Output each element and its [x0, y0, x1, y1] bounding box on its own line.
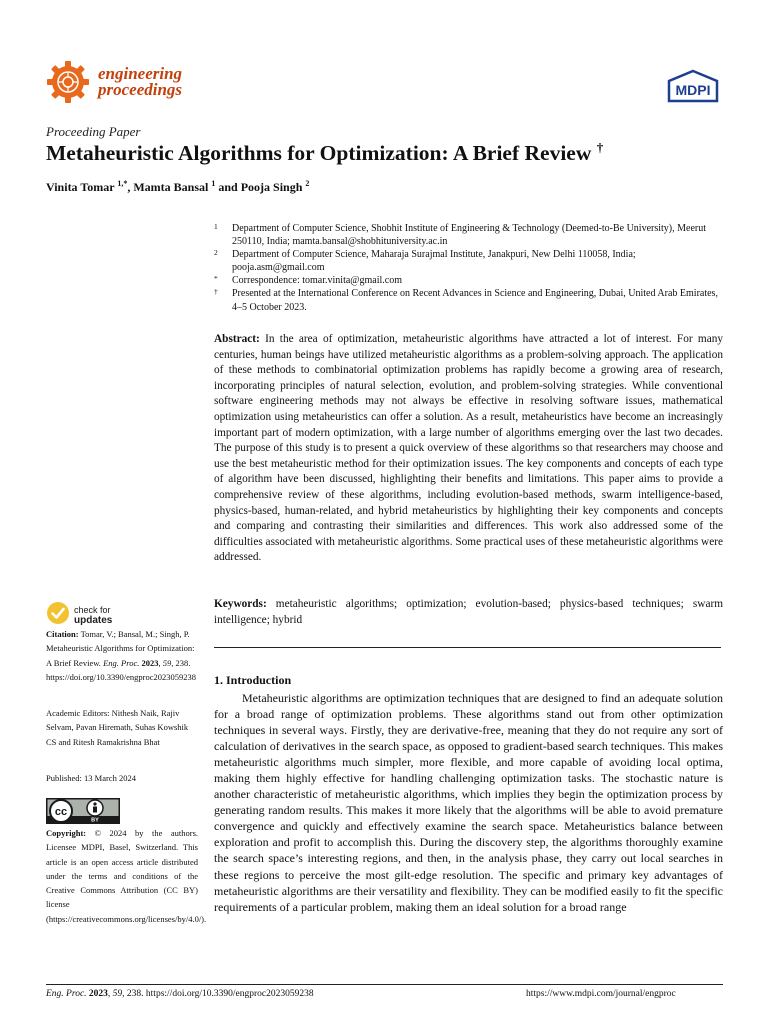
- author-affiliation-mark: 1: [211, 179, 216, 188]
- footer-citation: Eng. Proc. 2023, 59, 238. https://doi.org/10.3390/engproc2023059238: [46, 989, 314, 999]
- check-updates-icon: [46, 601, 70, 630]
- publisher-name: MDPI: [675, 82, 711, 98]
- affiliation-text: Department of Computer Science, Shobhit Institute of Engineering & Technology (Deemed-to-Be University), Meerut 250110, India; mamta.bansal@shobhituniversity.ac.in: [232, 223, 706, 248]
- affiliation-text: Correspondence: tomar.vinita@gmail.com: [232, 275, 402, 287]
- keywords-text: metaheuristic algorithms; optimization; evolution-based; physics-based techniques; swarm intelligence; hybrid: [214, 598, 724, 626]
- keywords-label: Keywords:: [214, 598, 267, 610]
- paper-title: [46, 140, 603, 166]
- citation-label: Citation:: [46, 629, 79, 639]
- by-label: BY: [91, 817, 99, 824]
- journal-logo[interactable]: [46, 60, 182, 104]
- academic-editors: Academic Editors: Nithesh Naik, Rajiv Selvam, Pavan Hiremath, Suhas Kowshik CS and Ritesh Ramakrishna Bhat: [46, 708, 189, 747]
- affiliation-item: [214, 222, 724, 248]
- keywords: [214, 597, 723, 628]
- affiliation-item: [214, 274, 724, 287]
- title-footnote-mark: †: [596, 140, 604, 155]
- published-date: Published: 13 March 2024: [46, 773, 136, 783]
- footer-doi[interactable]: , 238. https://doi.org/10.3390/engproc2023059238: [122, 989, 314, 999]
- check-updates-line2: updates: [74, 614, 113, 626]
- citation-doi[interactable]: , 238. https://doi.org/10.3390/engproc2023059238: [46, 657, 197, 682]
- journal-name: [98, 66, 182, 98]
- author-separator: ,: [127, 180, 134, 194]
- citation-volume: 59: [162, 657, 172, 668]
- gear-icon: [46, 60, 90, 104]
- author-name[interactable]: Pooja Singh: [240, 180, 303, 194]
- footer-year: 2023: [88, 989, 108, 999]
- footer-journal: Eng. Proc.: [46, 989, 87, 999]
- copyright-label: Copyright:: [46, 828, 87, 838]
- affiliation-mark: *: [214, 274, 218, 284]
- affiliation-mark: †: [214, 287, 218, 297]
- journal-name-line1: engineering: [98, 64, 183, 83]
- check-updates-line1: check for: [74, 605, 111, 615]
- citation-journal: Eng. Proc.: [103, 657, 140, 668]
- author-separator: and: [215, 180, 241, 194]
- footer-journal-url[interactable]: https://www.mdpi.com/journal/engproc: [526, 989, 676, 999]
- abstract: [214, 332, 723, 566]
- author-name[interactable]: Mamta Bansal: [133, 180, 209, 194]
- author-affiliation-mark: 2: [305, 179, 310, 188]
- introduction-body: Metaheuristic algorithms are optimization techniques that are designed to find an adequate solution for a broad range of optimization problems. These algorithms stand out from other optimization techniques in several ways. Firstly, they are derivative-free, meaning that they do not require any sort of calculation of derivatives in the search space, as opposed to gradient-based search techniques. This makes metaheuristic algorithms much simpler, more flexible, and more capable of avoiding local optima, making them highly effective for handling challenging optimization tasks. The stochastic nature is another characteristic of metaheuristic algorithms, which implies they begin the optimization process by generating random results. This makes it more likely that the algorithms will be able to avoid premature convergence and quickly and effectively examine the search space. Metaheuristics balance between exploration and profit to accomplish this. During the discovery step, the algorithms thoroughly examine the search space’s interesting regions, and then, in the analysis phase, they carry out local searches in these regions to perceive the most gilt-edge resolution. The specific and primary key advantages of metaheuristic algorithms are their versatility and flexibility. They can be modified easily to fit the specific requirements of a particular problem, making them an ideal solution for a broad range: [214, 691, 723, 914]
- affiliation-item: [214, 287, 724, 313]
- paper-type: Proceeding Paper: [46, 124, 141, 139]
- cc-label: cc: [54, 806, 68, 818]
- publisher-logo[interactable]: [667, 69, 719, 108]
- affiliation-text: Department of Computer Science, Maharaja Surajmal Institute, Janakpuri, New Delhi 110058, India; pooja.asm@gmail.com: [232, 249, 636, 274]
- author-name[interactable]: Vinita Tomar: [46, 180, 115, 194]
- cc-by-license-badge[interactable]: [46, 798, 120, 829]
- citation-text: Tomar, V.; Bansal, M.; Singh, P. Metaheuristic Algorithms for Optimization: A Brief Review.: [46, 629, 195, 668]
- section-heading-introduction: 1. Introduction: [214, 673, 292, 687]
- footer-divider: [46, 984, 723, 985]
- abstract-text: In the area of optimization, metaheuristic algorithms have attracted a lot of interest. For many centuries, human beings have utilized metaheuristic algorithms as a problem-solving approach. The application of these methods to combinatorial optimization problems has rapidly become a growing area of research, incorporating principles of natural selection, evolution, and problem-solving strategies. While conventional software engineering methods may not always be effective in resolving software issues, mathematical optimization using metaheuristics can offer a solution. As a result, metaheuristics have become an increasingly important part of modern optimization, with a large number of algorithms emerging over the last two decades. The purpose of this study is to present a quick overview of these algorithms so that researchers may choose and use the best metaheuristic method for their optimization issues. The key components and concepts of each type of algorithm have been discussed, highlighting their benefits and limitations. This paper aims to provide a comprehensive review of these algorithms, including evolution-based methods, swarm intelligence-based, physics-based, human-related, and hybrid metaheuristics by highlighting their key components and concepts and comparing and contrasting their similarities and differences. This work also addressed some of the difficulties associated with metaheuristic algorithms. Some practical uses of these metaheuristic algorithms were addressed.: [214, 333, 724, 564]
- citation-year: 2023: [141, 657, 159, 668]
- journal-name-line2: proceedings: [98, 80, 183, 99]
- affiliation-item: [214, 248, 724, 274]
- affiliations: [214, 222, 724, 314]
- author-list: [46, 179, 309, 195]
- check-for-updates-button[interactable]: [46, 601, 112, 630]
- section-divider: [214, 647, 721, 648]
- affiliation-mark: 2: [214, 248, 218, 258]
- author-affiliation-mark: 1,*: [117, 179, 128, 188]
- paper-title-text: Metaheuristic Algorithms for Optimization: A Brief Review: [46, 141, 592, 166]
- affiliation-text: Presented at the International Conference on Recent Advances in Science and Engineering, Dubai, United Arab Emirates, 4–5 October 2023.: [232, 288, 718, 313]
- citation: Citation: Tomar, V.; Bansal, M.; Singh, P. Metaheuristic Algorithms for Optimization: A Brief Review. Eng. Proc. 2023, 59, 238. https://doi.org/10.3390/engproc2023059238: [46, 629, 197, 682]
- copyright-notice: [46, 826, 207, 926]
- abstract-label: Abstract:: [214, 333, 260, 345]
- affiliation-mark: 1: [214, 222, 218, 231]
- footer-volume: 59: [112, 989, 123, 999]
- copyright-text: © 2024 by the authors. Licensee MDPI, Basel, Switzerland. This article is an open access article distributed under the terms and conditions of the Creative Commons Attribution (CC BY) license (https://creativecommons.org/licenses/by/4.0/).: [46, 828, 207, 924]
